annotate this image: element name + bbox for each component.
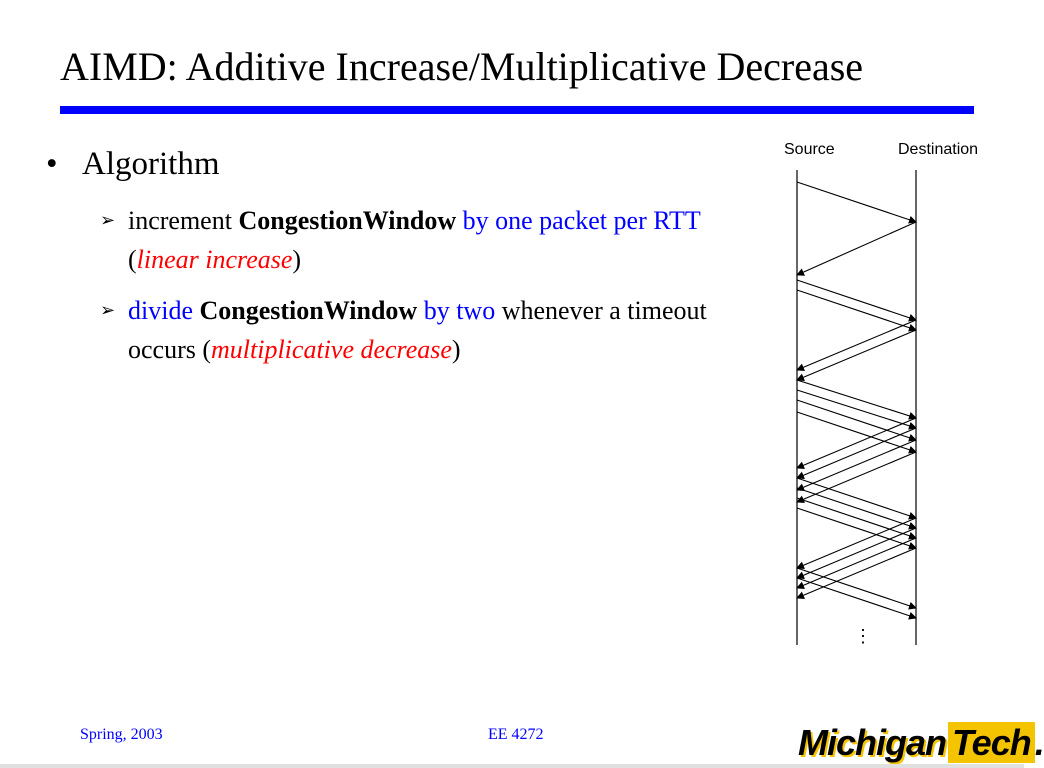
- logo-word-michigan: Michigan: [798, 722, 947, 763]
- footer-course: EE 4272: [488, 726, 544, 743]
- continuation-ellipsis: ⋮: [854, 626, 872, 646]
- sub2-text-b: by two: [417, 296, 496, 325]
- footer-date: Spring, 2003: [80, 726, 163, 743]
- sub2-text-c: whenever a timeout occurs (: [128, 296, 707, 364]
- bullet-dot-icon: •: [46, 146, 58, 182]
- ack-arrow: [797, 418, 916, 468]
- michigan-tech-logo: [798, 722, 1044, 764]
- bottom-band: [0, 764, 1024, 768]
- ack-arrow: [797, 222, 916, 275]
- logo-word-tech: Tech: [948, 722, 1035, 763]
- title-rule: [60, 106, 974, 114]
- data-packet-arrow: [797, 400, 916, 440]
- data-packet-arrow: [797, 568, 916, 608]
- arrow-bullet-icon: ➢: [100, 300, 116, 320]
- logo-dot: .: [1034, 722, 1044, 763]
- arrow-bullet-icon: ➢: [100, 210, 116, 230]
- sub2-emphasis: multiplicative decrease: [211, 335, 452, 364]
- sub2-paren-close: ): [451, 335, 461, 364]
- ack-arrow: [797, 548, 916, 598]
- packet-timeline-diagram: [760, 130, 1024, 660]
- sub1-text-b: by one packet per RTT: [456, 206, 701, 235]
- data-packet-arrow: [797, 478, 916, 518]
- sub-bullet-text: [128, 201, 718, 279]
- sub2-text-a: divide: [128, 296, 200, 325]
- data-packet-arrow: [797, 182, 916, 222]
- destination-label: Destination: [898, 141, 979, 158]
- sub-bullet-text: [128, 291, 718, 369]
- data-packet-arrow: [797, 488, 916, 528]
- ack-arrow: [797, 320, 916, 370]
- data-packet-arrow: [797, 578, 916, 618]
- source-label: Source: [784, 141, 835, 158]
- bullet-label: Algorithm: [82, 146, 220, 182]
- sub1-keyword: CongestionWindow: [238, 206, 457, 235]
- data-packet-arrow: [797, 280, 916, 320]
- data-packet-arrow: [797, 412, 916, 452]
- ack-arrow: [797, 428, 916, 478]
- data-packet-arrow: [797, 390, 916, 428]
- data-packet-arrow: [797, 508, 916, 548]
- data-packet-arrow: [797, 380, 916, 418]
- sub2-keyword: CongestionWindow: [199, 296, 418, 325]
- sub1-emphasis: linear increase: [136, 245, 293, 274]
- packet-arrows: [797, 182, 916, 618]
- data-packet-arrow: [797, 290, 916, 330]
- ack-arrow: [797, 440, 916, 490]
- bullet-algorithm: [46, 146, 220, 183]
- ack-arrow: [797, 538, 916, 588]
- sub1-text-a: increment: [128, 206, 239, 235]
- ack-arrow: [797, 528, 916, 578]
- sub1-paren-open: (: [128, 245, 137, 274]
- ack-arrow: [797, 330, 916, 380]
- timeline-svg: [760, 130, 1024, 660]
- sub1-paren-close: ): [292, 245, 302, 274]
- ack-arrow: [797, 518, 916, 568]
- data-packet-arrow: [797, 498, 916, 538]
- slide-title: AIMD: Additive Increase/Multiplicative Decrease: [60, 44, 864, 89]
